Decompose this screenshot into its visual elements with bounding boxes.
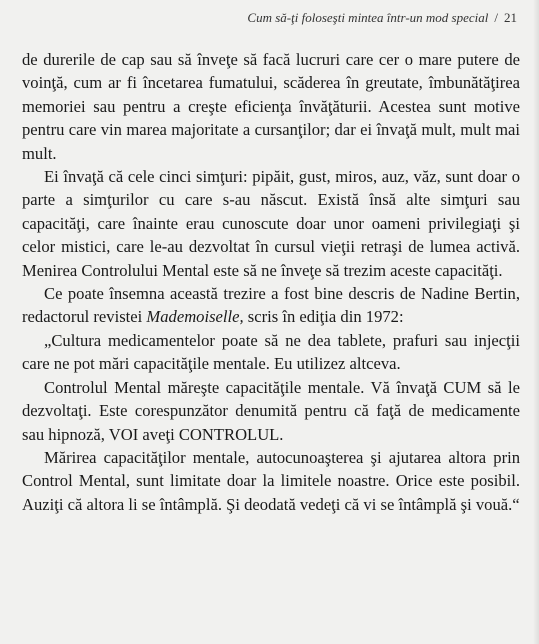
paragraph-3-text-start: Ce poate însemna această trezire a fost bine descris de Nadine Bertin, redactorul revistei bbox=[22, 284, 520, 327]
quote-paragraph-2: Controlul Mental măreşte capacităţile mentale. Vă învaţă CUM să le dezvoltaţi. Este corespunzător denumită pentru că faţă de medicamente sau hipnoză, VOI aveţi CONTROLUL. bbox=[22, 377, 520, 444]
running-header bbox=[247, 10, 517, 26]
magazine-title: Mademoiselle, bbox=[146, 307, 244, 327]
running-title: Cum să-ţi foloseşti mintea într-un mod special bbox=[247, 10, 489, 25]
header-separator: / bbox=[494, 10, 498, 25]
quote-paragraph-3: Mărirea capacităţilor mentale, autocunoaşterea şi ajutarea altora prin Control Mental, sunt limitate doar la limitele noastre. Orice este posibil. Auziţi că altora li se întâmplă. Şi deodată vedeţi că vi se întâmplă şi vouă.“ bbox=[22, 447, 520, 514]
paragraph-3-text-end: scris în ediţia din 1972: bbox=[243, 307, 404, 327]
page-number: 21 bbox=[504, 10, 517, 25]
paragraph-3 bbox=[22, 282, 520, 329]
paragraph-2: Ei învaţă că cele cinci simţuri: pipăit, gust, miros, auz, văz, sunt doar o parte a simţurilor cu care s-au născut. Există însă alte simţuri sau capacităţi, care înainte erau cunoscute doar unor oameni privilegiaţi şi celor mistici, care le-au dezvoltat în cursul vieţii retraşi de lumea activă. Menirea Controlului Mental este să ne înveţe să trezim aceste capacităţi. bbox=[22, 167, 520, 280]
page-edge-shadow bbox=[533, 0, 539, 644]
quote-paragraph-1: „Cultura medicamentelor poate să ne dea tablete, prafuri sau injecţii care ne pot mări capacităţile mentale. Eu utilizez altceva. bbox=[22, 330, 520, 374]
paragraph-1: de durerile de cap sau să înveţe să facă lucruri care cer o mare putere de voinţă, cum ar fi încetarea fumatului, scăderea în greutate, îmbunătăţirea memoriei sau pentru a creşte eficienţa învăţăturii. Acestea sunt motive pentru care vin marea majoritate a cursanţilor; dar ei învaţă mult, mult mai mult. bbox=[22, 50, 520, 163]
page-body bbox=[22, 48, 520, 516]
